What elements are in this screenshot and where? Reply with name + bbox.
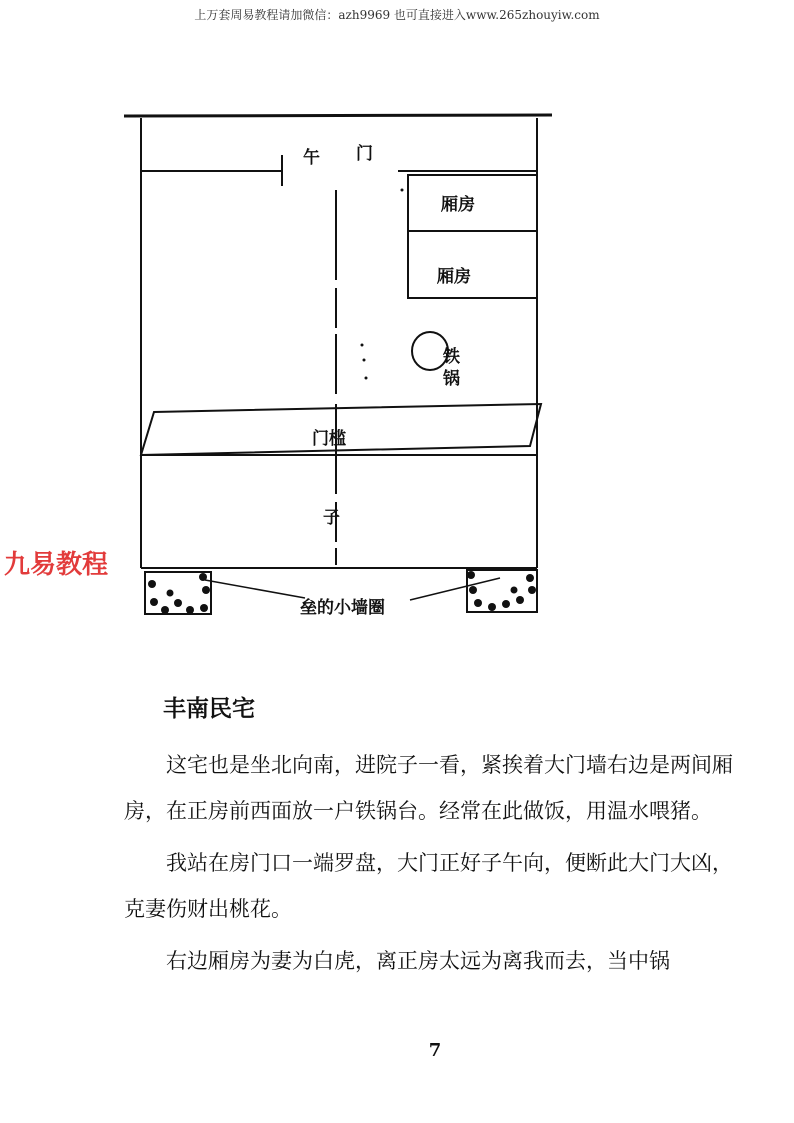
article-body [124, 742, 752, 990]
small-wall-pointer-east [410, 578, 500, 600]
article-title: 丰南民宅 [163, 696, 255, 722]
north-boundary-line [124, 115, 552, 116]
zi-label: 子 [323, 508, 340, 528]
small-wall-pointer-west [205, 580, 305, 598]
header-note: 上万套周易教程请加微信：azh9969 也可直接进入www.265zhouyiw.com [194, 8, 600, 22]
article-paragraph: 这宅也是坐北向南，进院子一看，紧挨着大门墙右边是两间厢房，在正房前西面放一户铁锅台。经常在此做饭，用温水喂猪。 [124, 753, 733, 823]
iron-pot-label-top: 铁 [443, 347, 460, 367]
wing-room-2-label: 厢房 [437, 267, 471, 287]
wing-room-1-label: 厢房 [441, 195, 475, 215]
page-number: 7 [428, 1040, 442, 1061]
gate-label: 门 [356, 144, 373, 164]
small-wall-stones-west [148, 573, 210, 614]
article-paragraph: 右边厢房为妻为白虎，离正房太远为离我而去，当中锅 [166, 949, 670, 973]
small-wall-label: 垒的小墙圈 [300, 598, 385, 618]
iron-pot-label-bottom: 锅 [443, 369, 460, 389]
wu-label: 午 [303, 148, 320, 168]
watermark: 九易教程 [4, 550, 109, 580]
threshold-label: 门槛 [312, 429, 346, 449]
small-wall-stones-east [467, 571, 536, 611]
wing-room-2-outline [408, 231, 537, 298]
article-paragraph: 我站在房门口一端罗盘，大门正好子午向，便断此大门大凶，克妻伤财出桃花。 [124, 851, 733, 921]
